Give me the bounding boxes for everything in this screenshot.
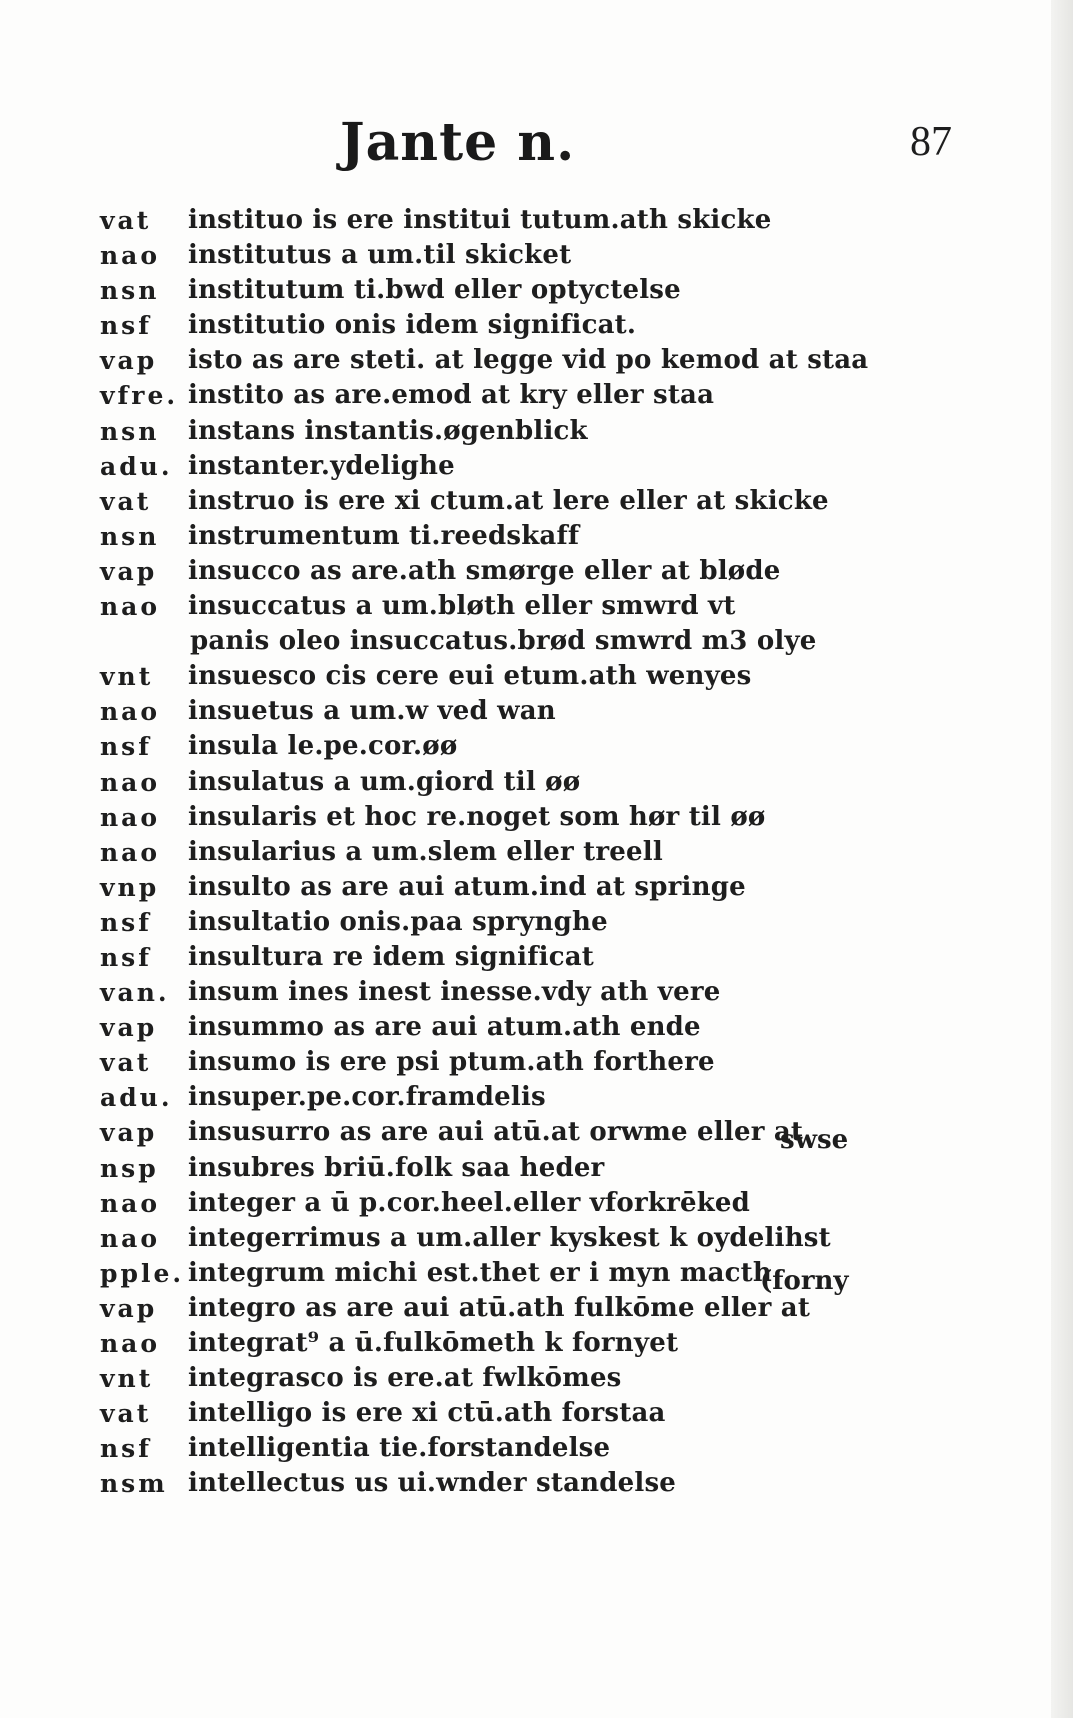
grammar-code: nsn — [100, 416, 160, 446]
dictionary-entry — [100, 1151, 860, 1186]
dictionary-entry-continuation — [100, 624, 860, 659]
entry-text: insummo as are aui atum.ath ende — [188, 1012, 701, 1043]
dictionary-entry — [100, 835, 860, 870]
entry-text: insularis et hoc re.noget som hør til øø — [188, 801, 766, 832]
grammar-code: vap — [100, 1013, 158, 1043]
grammar-code: nsf — [100, 1434, 153, 1464]
dictionary-entry — [100, 765, 860, 800]
dictionary-entry — [100, 449, 860, 484]
dictionary-entry — [100, 378, 860, 413]
entry-text: instito as are.emod at kry eller staa — [188, 380, 715, 411]
dictionary-entry — [100, 1186, 860, 1221]
entry-text: insuetus a um.w ved wan — [188, 696, 556, 727]
running-head: Jante n. — [340, 112, 576, 173]
grammar-code: nao — [100, 1223, 161, 1253]
dictionary-entry — [100, 308, 860, 343]
dictionary-entry — [100, 905, 860, 940]
dictionary-entry — [100, 1256, 860, 1296]
entry-text: insulto as are aui atum.ind at springe — [188, 871, 746, 902]
dictionary-entry — [100, 1045, 860, 1080]
entry-text: insum ines inest inesse.vdy ath vere — [188, 977, 721, 1008]
grammar-code: nao — [100, 241, 161, 271]
grammar-code: adu. — [100, 451, 173, 481]
entry-text: integrum michi est.thet er i myn macth — [188, 1257, 772, 1288]
dictionary-entry — [100, 1361, 860, 1396]
grammar-code: vnt — [100, 662, 154, 692]
marginal-continuation: (forny — [760, 1265, 849, 1296]
grammar-code: vat — [100, 1399, 152, 1429]
dictionary-entry — [100, 273, 860, 308]
marginal-continuation: swse — [780, 1125, 849, 1156]
dictionary-entry — [100, 238, 860, 273]
entry-text: integer a ū p.cor.heel.eller vforkrēked — [188, 1187, 751, 1218]
grammar-code: vat — [100, 486, 152, 516]
dictionary-entries — [100, 203, 869, 1501]
page-edge-shadow — [1051, 0, 1073, 1718]
grammar-code: vat — [100, 206, 152, 235]
entry-text: isto as are steti. at legge vid po kemod at staa — [188, 345, 869, 376]
dictionary-entry — [100, 1115, 860, 1156]
dictionary-entry — [100, 203, 860, 238]
dictionary-entry — [100, 554, 860, 589]
grammar-code: vap — [100, 346, 158, 376]
entry-text: intelligentia tie.forstandelse — [188, 1433, 611, 1464]
grammar-code: nsp — [100, 1153, 159, 1183]
dictionary-entry — [100, 343, 869, 378]
entry-text: instanter.ydelighe — [188, 450, 455, 481]
entry-text: insuper.pe.cor.framdelis — [188, 1082, 546, 1113]
grammar-code: nao — [100, 767, 161, 797]
dictionary-entry — [100, 659, 860, 694]
grammar-code: vap — [100, 556, 158, 586]
grammar-code: vfre. — [100, 381, 179, 411]
dictionary-entry — [100, 1291, 860, 1326]
grammar-code: nsm — [100, 1469, 168, 1499]
dictionary-entry — [100, 1466, 860, 1501]
grammar-code: vnt — [100, 1364, 154, 1394]
entry-text: institutum ti.bwd eller optyctelse — [188, 275, 681, 306]
entry-text: insulatus a um.giord til øø — [188, 766, 581, 797]
entry-text: insularius a um.slem eller treell — [188, 836, 663, 867]
grammar-code: nsf — [100, 942, 153, 972]
entry-text: instrumentum ti.reedskaff — [188, 520, 580, 551]
dictionary-entry — [100, 589, 860, 624]
entry-text: integrasco is ere.at fwlkōmes — [188, 1363, 622, 1394]
entry-text: integerrimus a um.aller kyskest k oydelihst — [188, 1222, 831, 1253]
entry-text: insultura re idem significat — [188, 941, 594, 972]
grammar-code: nao — [100, 802, 161, 832]
grammar-code: vap — [100, 1293, 158, 1323]
entry-text: instituo is ere institui tutum.ath skicke — [188, 205, 772, 235]
grammar-code: nao — [100, 837, 161, 867]
dictionary-entry — [100, 1396, 860, 1431]
dictionary-entry — [100, 1221, 860, 1256]
entry-text: institutus a um.til skicket — [188, 240, 572, 271]
grammar-code: nao — [100, 697, 161, 727]
entry-text: insucco as are.ath smørge eller at bløde — [188, 555, 781, 586]
grammar-code: vnp — [100, 872, 160, 902]
entry-text: intelligo is ere xi ctū.ath forstaa — [188, 1398, 666, 1429]
entry-text: panis oleo insuccatus.brød smwrd m3 olye — [190, 626, 817, 657]
grammar-code: van. — [100, 978, 170, 1008]
entry-text: insubres briū.folk saa heder — [188, 1152, 605, 1183]
grammar-code: adu. — [100, 1083, 173, 1113]
grammar-code: nao — [100, 592, 161, 622]
dictionary-entry — [100, 414, 860, 449]
dictionary-entry — [100, 1080, 860, 1115]
grammar-code: nao — [100, 1329, 161, 1358]
grammar-code: nao — [100, 1188, 161, 1218]
grammar-code: nsf — [100, 311, 153, 341]
dictionary-entry — [100, 729, 860, 764]
grammar-code: nsf — [100, 732, 153, 762]
entry-text: insula le.pe.cor.øø — [188, 731, 458, 762]
entry-text: intellectus us ui.wnder standelse — [188, 1468, 677, 1499]
entry-text: integrat⁹ a ū.fulkōmeth k fornyet — [188, 1328, 679, 1358]
page-number: 87 — [910, 119, 952, 165]
dictionary-entry — [100, 694, 860, 729]
entry-text: instans instantis.øgenblick — [188, 415, 588, 446]
page-header — [0, 108, 1073, 188]
dictionary-entry — [100, 870, 860, 905]
dictionary-entry — [100, 1431, 860, 1466]
grammar-code: nsf — [100, 907, 153, 937]
entry-text: instruo is ere xi ctum.at lere eller at skicke — [188, 485, 829, 516]
entry-text: insultatio onis.paa sprynghe — [188, 906, 608, 937]
grammar-code: nsn — [100, 276, 160, 306]
grammar-code: vat — [100, 1048, 152, 1078]
grammar-code: pple. — [100, 1258, 185, 1288]
grammar-code: nsn — [100, 521, 160, 551]
entry-text: insusurro as are aui atū.at orwme eller at — [188, 1117, 804, 1148]
entry-text: integro as are aui atū.ath fulkōme eller at — [188, 1292, 811, 1323]
dictionary-entry — [100, 975, 860, 1010]
entry-text: insumo is ere psi ptum.ath forthere — [188, 1047, 715, 1078]
grammar-code: vap — [100, 1118, 158, 1148]
dictionary-entry — [100, 800, 860, 835]
dictionary-entry — [100, 1326, 860, 1361]
dictionary-entry — [100, 1010, 860, 1045]
dictionary-entry — [100, 484, 860, 519]
entry-text: insuccatus a um.bløth eller smwrd vt — [188, 591, 736, 622]
dictionary-entry — [100, 940, 860, 975]
entry-text: institutio onis idem significat. — [188, 310, 637, 341]
entry-text: insuesco cis cere eui etum.ath wenyes — [188, 661, 752, 692]
dictionary-entry — [100, 519, 860, 554]
